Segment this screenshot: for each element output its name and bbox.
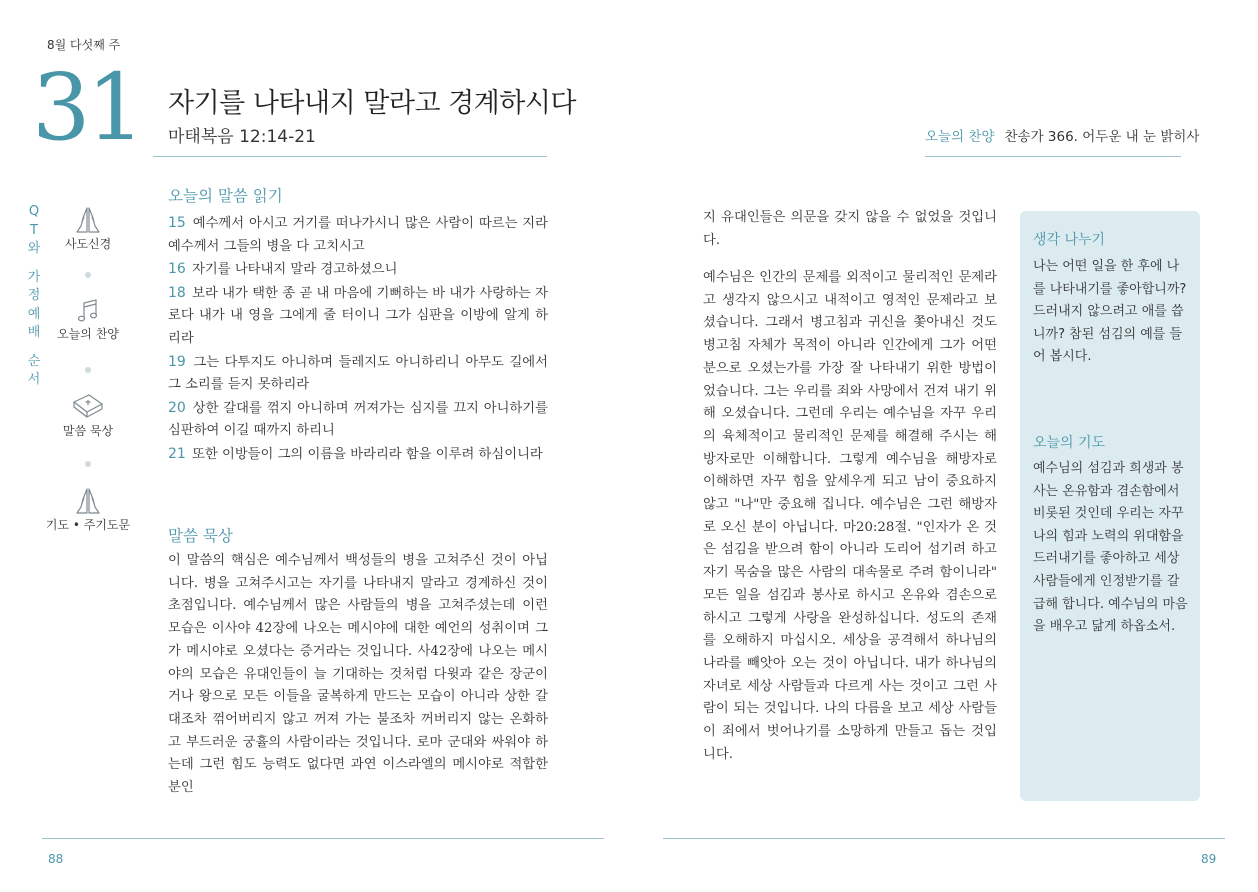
verse-text: 자기를 나타내지 말라 경고하셨으니 xyxy=(192,262,398,278)
sidebar-dot xyxy=(85,367,91,373)
meditation-heading: 말씀 묵상 xyxy=(168,527,233,545)
sharing-heading: 생각 나누기 xyxy=(1033,232,1106,248)
sidebar-item-prayer xyxy=(43,486,133,533)
vertical-title xyxy=(25,203,43,390)
verse-text: 그는 다투지도 아니하며 들레지도 아니하리니 아무도 길에서 그 소리를 듣지 못하리라 xyxy=(168,354,548,393)
sidebar-item-meditation xyxy=(43,392,133,439)
praying-hands-icon xyxy=(72,486,104,516)
title-divider xyxy=(153,156,547,157)
sidebar-item-label: 오늘의 찬양 xyxy=(57,327,119,341)
verse-number: 20 xyxy=(168,399,186,416)
verse xyxy=(168,258,548,282)
hymn-label: 오늘의 찬양 xyxy=(925,129,995,145)
day-number: 31 xyxy=(32,54,142,161)
prayer-heading: 오늘의 기도 xyxy=(1033,435,1106,451)
vertical-spacer xyxy=(25,259,43,269)
vertical-char: 서 xyxy=(27,372,41,387)
vertical-char: 순 xyxy=(27,353,41,369)
verse-text: 예수께서 아시고 거기를 떠나가시니 많은 사람이 따르는 지라 예수께서 그들의 병을 다 고치시고 xyxy=(168,216,548,254)
week-label: 8월 다섯째 주 xyxy=(47,38,121,52)
verse xyxy=(168,351,548,397)
verse-list xyxy=(168,212,548,467)
verse xyxy=(168,212,548,258)
prayer-text: 예수님의 섬김과 희생과 봉사는 온유함과 겸손함에서 비롯된 것인데 우리는 자꾸 나의 힘과 노력의 위대함을 드러내기를 좋아하고 세상 사람들에게 인정받기를 갈급해 합니다. 예수님의 마음을 배우고 닮게 하옵소서. xyxy=(1033,461,1188,635)
vertical-char: Q xyxy=(28,204,40,219)
continued-text: 지 유대인들은 의문을 갖지 않을 수 없었을 것입니다. xyxy=(703,210,997,248)
footer-rule-left xyxy=(42,838,604,839)
vertical-char: 가 xyxy=(27,269,41,285)
vertical-char: 배 xyxy=(27,325,41,340)
verse-number: 18 xyxy=(168,284,186,301)
vertical-spacer xyxy=(25,343,43,353)
verse-number: 21 xyxy=(168,445,186,462)
scripture-reference: 마태복음 12:14-21 xyxy=(168,127,316,147)
page-number-left: 88 xyxy=(48,852,64,866)
praying-hands-icon xyxy=(72,205,104,235)
verse-text: 보라 내가 택한 종 곧 내 마음에 기뻐하는 바 내가 사랑하는 자로다 내가 내 영을 그에게 줄 터이니 그가 심판을 이방에 알게 하리라 xyxy=(168,285,548,346)
verse-number: 15 xyxy=(168,215,186,231)
hymn-divider xyxy=(925,156,1181,157)
sidebar-item-label: 사도신경 xyxy=(64,237,112,251)
vertical-char: 예 xyxy=(27,306,41,322)
bible-book-icon xyxy=(71,392,105,422)
verse-text: 상한 갈대를 꺾지 아니하며 꺼져가는 심지를 끄지 아니하기를 심판하여 이길 때까지 하리니 xyxy=(168,400,548,439)
vertical-char: 와 xyxy=(27,241,41,256)
verse xyxy=(168,397,548,443)
vertical-char: T xyxy=(30,222,38,238)
verse-text: 또한 이방들이 그의 이름을 바라리라 함을 이루려 하심이니라 xyxy=(192,446,543,462)
meditation-text: 이 말씀의 핵심은 예수님께서 백성들의 병을 고쳐주신 것이 아닙니다. 병을 고쳐주시고는 자기를 나타내지 말라고 경계하신 것이 초점입니다. 예수님께서 많은 사람들의 병을 고쳐주셨는데 이런 모습은 이사야 42장에 나오는 메시야에 대한 예언의 성취이며 그가 메시야로 오셨다는 증거라는 것입니다. 사42장에 나오는 메시야의 모습은 유대인들이 늘 기대하는 것처럼 다윗과 같은 장군이거나 왕으로 모든 이들을 굴복하게 만드는 모습이 아니라 상한 갈대조차 꺾어버리지 않고 꺼져 가는 불조차 꺼버리지 않는 온화하고 부드러운 궁휼의 사람이라는 것입니다. 로마 군대와 싸워야 하는데 그런 힘도 능력도 없다면 과연 이스라엘의 메시야로 적합한 분인 xyxy=(168,553,548,796)
sidebar-dot xyxy=(85,272,91,278)
page-title: 자기를 나타내지 말라고 경계하시다 xyxy=(168,88,576,119)
vertical-char: 정 xyxy=(27,288,41,303)
sidebar-item-creed xyxy=(43,205,133,252)
footer-rule-right xyxy=(663,838,1225,839)
sharing-text: 나는 어떤 일을 한 후에 나를 나타내기를 좋아합니까? 드러내지 않으려고 애를 씁니까? 참된 섬김의 예를 들어 봅시다. xyxy=(1033,259,1187,365)
verse-number: 19 xyxy=(168,353,186,370)
page-number-right: 89 xyxy=(1201,852,1217,866)
sidebar-item-hymn xyxy=(43,297,133,342)
music-note-icon xyxy=(75,297,101,325)
sidebar-item-label: 말씀 묵상 xyxy=(62,424,114,438)
verse-number: 16 xyxy=(168,261,186,278)
sidebar-item-label: 기도 • 주기도문 xyxy=(45,518,131,532)
hymn-line xyxy=(925,125,1199,145)
reading-heading: 오늘의 말씀 읽기 xyxy=(168,187,283,205)
body-paragraph: 예수님은 인간의 문제를 외적이고 물리적인 문제라고 생각지 않으시고 내적이고 영적인 문제라고 보셨습니다. 그래서 병고침과 귀신을 쫓아내신 것도 병고침 자체가 목적이 아니라 인간에게 그가 어떤 분으로 오셨는가를 가장 잘 나타내기 위한 방법이었습니다. 그는 우리를 죄와 사망에서 건져 내기 위해 오셨습니다. 그런데 우리는 예수님을 자꾸 우리의 육체적이고 물리적인 문제를 해결해 주시는 해방자로만 이해합니다. 그렇게 예수님을 해방자로 이해하면 자꾸 힘을 앞세우게 되고 남이 중요하지 않고 "나"만 중요해 집니다. 예수님은 그런 해방자로 오신 분이 아닙니다. 마20:28절. "인자가 온 것은 섬김을 받으려 함이 아니라 도리어 섬기려 하고 자기 목숨을 많은 사람의 대속물로 주려 함이니라" 모든 일을 섬김과 봉사로 하시고 온유와 겸손으로 하시고 그렇게 사랑을 완성하십니다. 성도의 존재를 오해하지 마십시오. 세상을 공격해서 하나님의 나라를 빼앗아 오는 것이 아닙니다. 내가 하나님의 자녀로 세상 사람들과 다르게 사는 것이고 그런 사람이 되는 것입니다. 나의 다름을 보고 세상 사람들이 죄에서 벗어나기를 소망하게 만들고 돕는 것입니다. xyxy=(703,270,997,762)
verse xyxy=(168,282,548,351)
sidebar-dot xyxy=(85,461,91,467)
verse xyxy=(168,443,548,467)
hymn-value: 찬송가 366. 어두운 내 눈 밝히사 xyxy=(1004,129,1200,145)
